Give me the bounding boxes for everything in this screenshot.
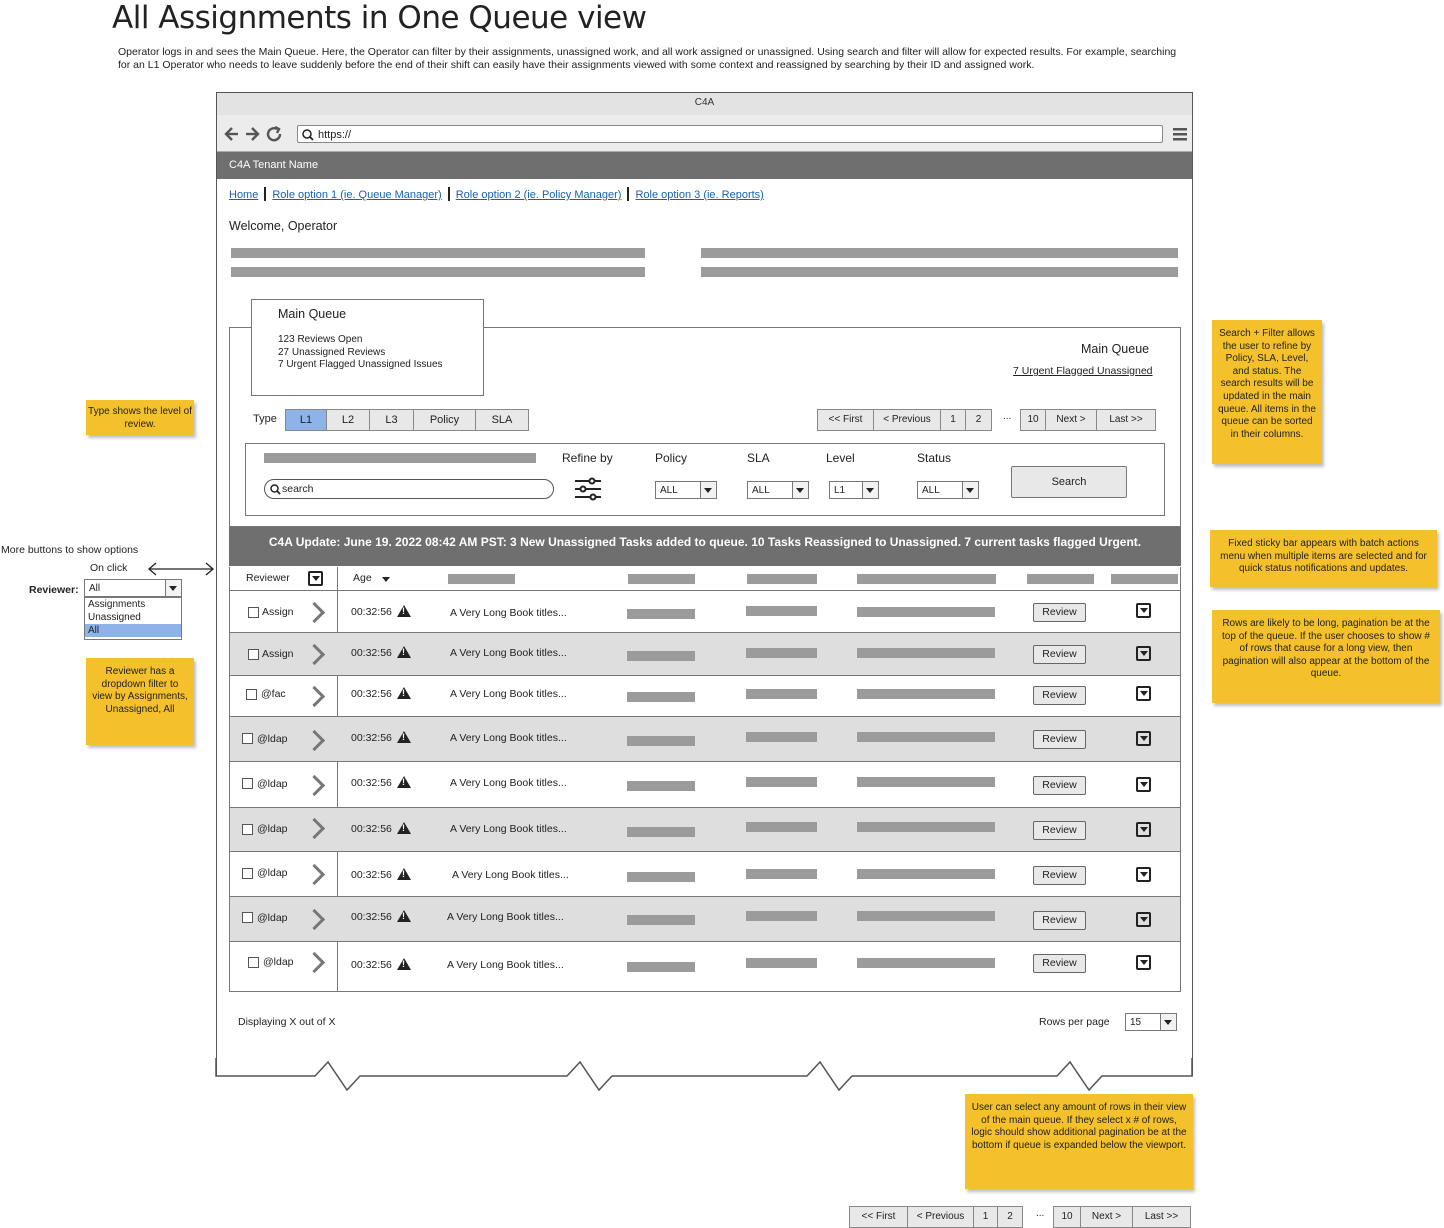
chevron-down-icon <box>1160 1014 1176 1030</box>
table-row[interactable] <box>230 675 1180 716</box>
pagination-bottom-end <box>1053 1206 1191 1228</box>
forward-icon[interactable] <box>246 128 258 140</box>
row-checkbox[interactable] <box>242 912 253 923</box>
row-title: A Very Long Book titles... <box>450 607 567 619</box>
page-previous[interactable]: < Previous <box>874 410 941 430</box>
row-placeholder <box>746 732 817 742</box>
row-placeholder <box>627 827 695 837</box>
row-reviewer[interactable]: @ldap <box>257 912 288 924</box>
pagination-top-end <box>1020 409 1156 431</box>
row-age: 00:32:56 <box>351 869 392 881</box>
page-title: All Assignments in One Queue view <box>112 0 647 36</box>
page-1[interactable]: 1 <box>974 1207 998 1227</box>
review-button[interactable]: Review <box>1033 686 1086 705</box>
table-row[interactable] <box>230 716 1180 761</box>
row-placeholder <box>746 648 817 658</box>
row-placeholder <box>627 962 695 972</box>
page-first[interactable]: << First <box>818 410 874 430</box>
sticky-note-reviewer: Reviewer has a dropdown filter to view by Assignments, Unassigned, All <box>86 658 194 745</box>
row-placeholder <box>627 915 695 925</box>
chevron-down-icon <box>962 482 978 498</box>
sort-down-icon[interactable] <box>382 577 390 582</box>
row-title: A Very Long Book titles... <box>447 911 564 923</box>
search-icon <box>270 484 281 495</box>
page-next[interactable]: Next > <box>1046 410 1097 430</box>
row-menu-icon[interactable] <box>1136 912 1151 927</box>
row-reviewer[interactable]: Assign <box>262 648 294 660</box>
rows-per-page-select[interactable] <box>1125 1013 1177 1031</box>
policy-select[interactable] <box>655 481 717 499</box>
column-header-placeholder <box>1111 574 1178 584</box>
row-age: 00:32:56 <box>351 911 392 923</box>
row-title: A Very Long Book titles... <box>450 823 567 835</box>
nav-role-option-3[interactable]: Role option 3 (ie. Reports) <box>635 189 764 201</box>
column-header-placeholder <box>1027 574 1094 584</box>
refine-by-label: Refine by <box>562 451 613 465</box>
table-row[interactable] <box>230 851 1180 896</box>
option-assignments[interactable]: Assignments <box>88 599 146 610</box>
warning-icon <box>397 605 411 617</box>
column-header-age[interactable]: Age <box>353 572 372 584</box>
column-header-reviewer[interactable]: Reviewer <box>246 572 290 584</box>
column-header-placeholder <box>747 574 817 584</box>
page-2[interactable]: 2 <box>975 414 982 425</box>
row-checkbox[interactable] <box>246 689 257 700</box>
row-checkbox[interactable] <box>242 733 253 744</box>
option-unassigned[interactable]: Unassigned <box>88 612 141 623</box>
sticky-note-select: User can select any amount of rows in their view of the main queue. If they select x # of rows, logic should show additional pagination be at the bottom if queue is expanded below the viewport. <box>965 1094 1193 1189</box>
row-placeholder <box>857 822 995 832</box>
sliders-icon[interactable] <box>575 477 601 501</box>
row-placeholder <box>746 606 817 616</box>
sticky-status-bar: C4A Update: June 19. 2022 08:42 AM PST: 3 New Unassigned Tasks added to queue. 10 Tasks Reassigned to Unassigned. 7 current tasks flagged Urgent. <box>229 527 1181 566</box>
nav-role-option-1[interactable]: Role option 1 (ie. Queue Manager) <box>272 189 442 201</box>
row-placeholder <box>857 732 995 742</box>
level-label: Level <box>826 451 855 465</box>
queue-table <box>229 567 1181 992</box>
intro-text: Operator logs in and sees the Main Queue. Here, the Operator can filter by their assignments, unassigned work, and all work assigned or unassigned. Using search and filter will allow for expected results. For example, searching for an L1 Operator who needs to leave suddenly before the end of their shift can easily have their assignments viewed with some context and reassigned by searching by their ID and assigned work. <box>118 46 1177 71</box>
row-title: A Very Long Book titles... <box>452 869 569 881</box>
review-button[interactable]: Review <box>1033 645 1086 664</box>
row-reviewer[interactable]: @ldap <box>257 778 288 790</box>
unassigned-reviews: 27 Unassigned Reviews <box>278 346 386 358</box>
tab-l3[interactable]: L3 <box>370 410 414 430</box>
reviews-open: 123 Reviews Open <box>278 334 363 345</box>
search-icon <box>302 129 314 141</box>
chevron-right-icon[interactable] <box>304 602 325 623</box>
pagination-top <box>817 409 992 431</box>
status-select[interactable] <box>917 481 979 499</box>
tenant-name: C4A Tenant Name <box>217 152 1192 179</box>
refresh-icon[interactable] <box>268 127 280 140</box>
page-ellipsis: ... <box>1036 1208 1045 1219</box>
row-menu-icon[interactable] <box>1136 603 1151 618</box>
warning-icon <box>397 910 411 922</box>
row-placeholder <box>627 872 695 882</box>
warning-icon <box>397 822 411 834</box>
reviewer-filter-options <box>84 597 182 640</box>
chevron-right-icon[interactable] <box>304 775 325 796</box>
row-reviewer[interactable]: Assign <box>262 606 294 618</box>
warning-icon <box>397 646 411 658</box>
row-menu-icon[interactable] <box>1136 686 1151 701</box>
chevron-right-icon[interactable] <box>304 952 325 973</box>
type-label: Type <box>253 413 277 425</box>
row-menu-icon[interactable] <box>1136 955 1151 970</box>
row-placeholder <box>857 648 995 658</box>
policy-label: Policy <box>655 451 688 465</box>
review-button[interactable]: Review <box>1033 821 1086 840</box>
sticky-note-search: Search + Filter allows the user to refine by Policy, SLA, Level, and status. The search results will be updated in the main queue. All items in the queue can be sorted in their columns. <box>1212 320 1322 464</box>
row-menu-icon[interactable] <box>1136 822 1151 837</box>
chevron-right-icon[interactable] <box>304 864 325 885</box>
table-row[interactable] <box>230 807 1180 851</box>
row-age: 00:32:56 <box>351 606 392 618</box>
role-nav <box>229 187 764 201</box>
chevron-right-icon[interactable] <box>304 686 325 707</box>
status-label: Status <box>917 451 952 465</box>
summary-card <box>251 299 484 396</box>
queue-title: Main Queue <box>1081 342 1150 356</box>
row-placeholder <box>746 689 817 699</box>
summary-lines <box>278 334 443 372</box>
page-previous[interactable]: < Previous <box>908 1207 974 1227</box>
row-placeholder <box>857 869 995 879</box>
column-header-placeholder <box>628 574 695 584</box>
row-placeholder <box>627 609 695 619</box>
chevron-down-icon <box>792 482 808 498</box>
chevron-down-icon <box>165 580 181 596</box>
on-click-label: On click <box>90 562 128 574</box>
row-age: 00:32:56 <box>351 823 392 835</box>
sla-label: SLA <box>747 451 770 465</box>
row-placeholder <box>627 736 695 746</box>
table-row[interactable] <box>230 941 1180 985</box>
chevron-right-icon[interactable] <box>304 818 325 839</box>
warning-icon <box>397 958 411 970</box>
row-checkbox[interactable] <box>242 868 253 879</box>
url-input[interactable] <box>297 125 1163 143</box>
chevron-right-icon[interactable] <box>304 909 325 930</box>
status-value: ALL <box>922 485 940 496</box>
welcome-text: Welcome, Operator <box>229 219 338 233</box>
table-row[interactable] <box>230 632 1180 675</box>
more-buttons-label: More buttons to show options <box>1 544 139 556</box>
nav-role-option-2[interactable]: Role option 2 (ie. Policy Manager) <box>455 189 622 201</box>
row-menu-icon[interactable] <box>1136 777 1151 792</box>
url-toolbar <box>217 115 1192 152</box>
row-placeholder <box>746 869 817 879</box>
table-row[interactable] <box>230 896 1180 941</box>
row-reviewer[interactable]: @ldap <box>257 733 288 745</box>
row-placeholder <box>746 958 817 968</box>
pagination-bottom <box>849 1206 1023 1228</box>
warning-icon <box>397 687 411 699</box>
row-reviewer[interactable]: @ldap <box>257 823 288 835</box>
row-reviewer[interactable]: @fac <box>261 688 286 700</box>
rows-per-page-label: Rows per page <box>1039 1016 1110 1028</box>
page-next[interactable]: Next > <box>1081 1207 1133 1227</box>
review-button[interactable]: Review <box>1033 730 1086 749</box>
review-button[interactable]: Review <box>1033 776 1086 795</box>
row-age: 00:32:56 <box>351 959 392 971</box>
placeholder-bar <box>701 267 1178 277</box>
row-placeholder <box>857 911 995 921</box>
reviewer-filter-icon[interactable] <box>308 571 323 586</box>
page-2[interactable]: 2 <box>1007 1211 1013 1222</box>
row-title: A Very Long Book titles... <box>450 777 567 789</box>
review-button[interactable]: Review <box>1033 911 1086 930</box>
tab-policy[interactable]: Policy <box>414 410 476 430</box>
row-placeholder <box>857 689 995 699</box>
row-placeholder <box>857 607 995 617</box>
page-10[interactable]: 10 <box>1021 410 1046 430</box>
row-checkbox[interactable] <box>248 649 259 660</box>
row-age: 00:32:56 <box>351 647 392 659</box>
url-text: https:// <box>318 129 352 141</box>
row-checkbox[interactable] <box>248 607 259 618</box>
row-placeholder <box>627 781 695 791</box>
level-select[interactable] <box>829 481 879 499</box>
reviewer-filter-label: Reviewer: <box>29 584 79 596</box>
row-menu-icon[interactable] <box>1136 867 1151 882</box>
chevron-down-icon <box>700 482 716 498</box>
table-row[interactable] <box>230 590 1180 632</box>
reviewer-filter-value: All <box>89 583 101 594</box>
row-placeholder <box>746 822 817 832</box>
policy-value: ALL <box>660 485 678 496</box>
page-last[interactable]: Last >> <box>1109 414 1143 425</box>
sla-select[interactable] <box>747 481 809 499</box>
tab-l2[interactable]: L2 <box>327 410 370 430</box>
page-10[interactable]: 10 <box>1054 1207 1081 1227</box>
warning-icon <box>397 731 411 743</box>
hamburger-menu-icon[interactable] <box>1173 127 1187 141</box>
row-placeholder <box>627 651 695 661</box>
row-checkbox[interactable] <box>242 778 253 789</box>
row-title: A Very Long Book titles... <box>450 647 567 659</box>
review-button[interactable]: Review <box>1033 866 1086 885</box>
row-title: A Very Long Book titles... <box>447 959 564 971</box>
row-menu-icon[interactable] <box>1136 731 1151 746</box>
chevron-right-icon[interactable] <box>304 644 325 665</box>
page-ellipsis: ... <box>1003 411 1012 422</box>
warning-icon <box>397 868 411 880</box>
summary-title: Main Queue <box>278 307 347 321</box>
search-input[interactable] <box>264 479 554 499</box>
row-placeholder <box>746 911 817 921</box>
row-reviewer[interactable]: @ldap <box>263 956 294 968</box>
column-header-placeholder <box>857 574 996 584</box>
displaying-count: Displaying X out of X <box>238 1016 336 1028</box>
chevron-right-icon[interactable] <box>304 730 325 751</box>
reviewer-filter-select[interactable] <box>84 579 182 597</box>
urgent-flagged: 7 Urgent Flagged Unassigned Issues <box>278 359 443 371</box>
sticky-note-sticky-bar: Fixed sticky bar appears with batch actions menu when multiple items are selected and for quick status notifications and updates. <box>1210 530 1437 587</box>
sticky-note-type: Type shows the level of review. <box>86 400 194 435</box>
search-button[interactable]: Search <box>1011 466 1127 498</box>
row-placeholder <box>627 692 695 702</box>
placeholder-bar <box>231 248 645 258</box>
tab-sla[interactable]: SLA <box>476 410 528 430</box>
row-title: A Very Long Book titles... <box>450 732 567 744</box>
option-all[interactable]: All <box>85 624 181 637</box>
placeholder-bar <box>264 453 536 463</box>
urgent-flagged-link[interactable]: 7 Urgent Flagged Unassigned <box>1013 365 1153 377</box>
tab-l1[interactable]: L1 <box>286 410 327 430</box>
review-button[interactable]: Review <box>1033 954 1086 973</box>
row-title: A Very Long Book titles... <box>450 688 567 700</box>
search-placeholder: search <box>282 483 314 495</box>
level-value: L1 <box>834 485 846 496</box>
filter-box <box>245 443 1165 516</box>
page-1[interactable]: 1 <box>941 410 966 430</box>
row-menu-icon[interactable] <box>1136 646 1151 661</box>
row-age: 00:32:56 <box>351 688 392 700</box>
row-placeholder <box>857 958 995 968</box>
placeholder-bar <box>701 248 1178 258</box>
double-arrow-icon <box>146 562 216 576</box>
nav-icons <box>224 126 284 142</box>
page-last[interactable]: Last >> <box>1144 1211 1179 1222</box>
row-placeholder <box>746 777 817 787</box>
row-age: 00:32:56 <box>351 732 392 744</box>
table-row[interactable] <box>230 761 1180 807</box>
window-title: C4A <box>217 93 1192 116</box>
row-placeholder <box>857 777 995 787</box>
back-icon[interactable] <box>226 128 238 140</box>
row-checkbox[interactable] <box>248 957 259 968</box>
sla-value: ALL <box>752 485 770 496</box>
rows-per-page-value: 15 <box>1130 1017 1142 1028</box>
nav-home[interactable]: Home <box>229 189 259 201</box>
placeholder-bar <box>231 267 645 277</box>
page-first[interactable]: << First <box>850 1207 908 1227</box>
warning-icon <box>397 776 411 788</box>
review-button[interactable]: Review <box>1033 603 1086 622</box>
column-header-placeholder <box>448 574 515 584</box>
row-age: 00:32:56 <box>351 777 392 789</box>
window-torn-edge <box>215 1058 1195 1094</box>
type-tabs <box>285 409 529 431</box>
chevron-down-icon <box>862 482 878 498</box>
row-checkbox[interactable] <box>242 824 253 835</box>
sticky-note-rows: Rows are likely to be long, pagination be at the top of the queue. If the user chooses to show # of rows that cause for a long view, then pagination will also appear at the bottom of the queue. <box>1212 610 1440 703</box>
row-reviewer[interactable]: @ldap <box>257 867 288 879</box>
browser-window <box>216 92 1193 1076</box>
